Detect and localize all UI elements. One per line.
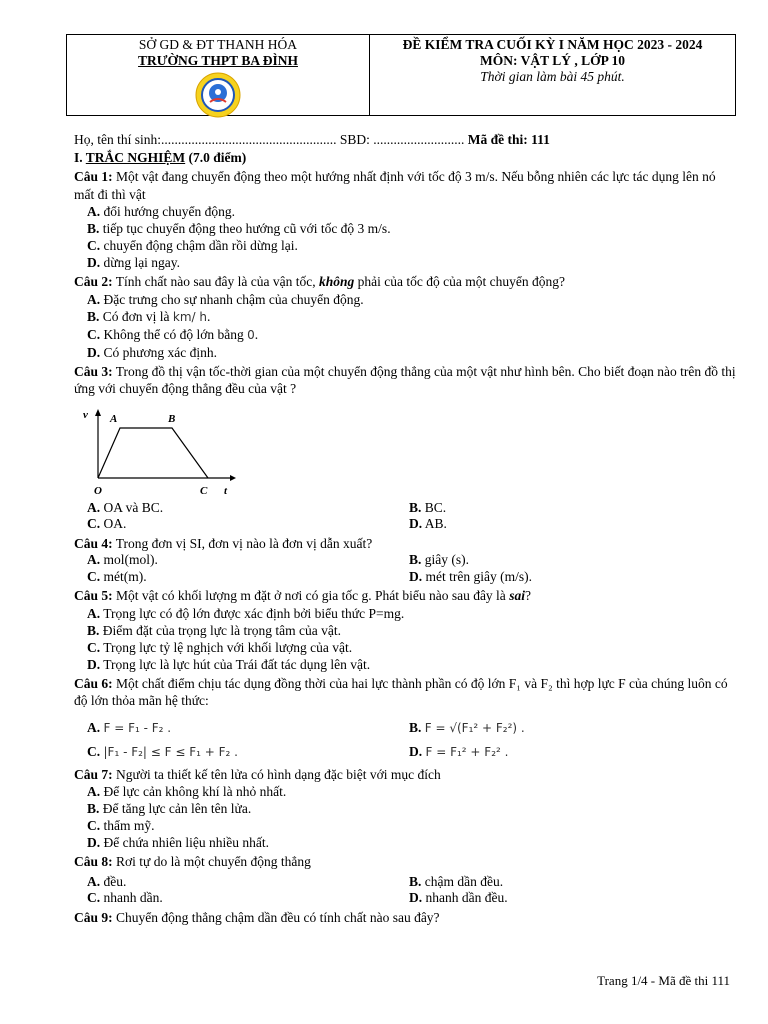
emphasis-word: không: [318, 274, 355, 289]
q1-option-d: D. dừng lại ngay.: [87, 255, 181, 270]
t-axis-arrow-icon: [230, 475, 236, 481]
q5-option-a: A. Trọng lực có độ lớn được xác định bởi biểu thức P=mg.: [87, 605, 405, 621]
q4-option-c: C. mét(m).: [87, 568, 147, 584]
q6-options-row1: [74, 716, 736, 740]
q1-option-a: A. đổi hướng chuyển động.: [87, 204, 235, 219]
graph-line: [98, 428, 208, 478]
question-3: [74, 363, 736, 398]
department-name: SỞ GD & ĐT THANH HÓA: [138, 37, 298, 52]
label-b: B: [168, 412, 176, 425]
q6-option-d: D. F = F₁² + F₂² .: [409, 743, 509, 759]
student-info-line: [74, 131, 736, 149]
question-text: Một chất điểm chịu tác dụng đồng thời của hai lực thành phần có độ lớn F₁ và F₂ thì hợp lực F của chúng luôn có độ lớn thỏa mãn hệ thức:: [74, 675, 728, 708]
question-label: Câu 1:: [74, 169, 113, 184]
q6-options-row2: [74, 740, 736, 764]
q8-option-d: D. nhanh dần đều.: [409, 890, 508, 905]
question-4: [74, 535, 736, 553]
q3-option-a: A. OA và BC.: [87, 499, 164, 515]
exam-title: ĐỀ KIỂM TRA CUỐI KỲ I NĂM HỌC 2023 - 2024: [402, 37, 703, 52]
label-t: t: [224, 484, 228, 494]
question-text: Trong đồ thị vận tốc-thời gian của một chuyển động thẳng của một vật như hình bên. Cho biết đoạn nào trên đồ thị ứng với chuyển động thẳng đều của vật ?: [74, 363, 736, 396]
q8-option-b: B. chậm dần đều.: [409, 873, 504, 889]
question-label: Câu 8:: [74, 854, 113, 869]
label-v: v: [83, 408, 88, 421]
question-label: Câu 5:: [74, 588, 113, 603]
q6-option-c: C. |F₁ - F₂| ≤ F ≤ F₁ + F₂ .: [87, 743, 238, 759]
question-text: Một vật đang chuyển động theo một hướng nhất định với tốc độ 3 m/s. Nếu bỗng nhiên các lực tác dụng lên nó mất đi thì vật: [74, 169, 716, 202]
question-7: [74, 766, 736, 784]
q8-options-row2: [74, 890, 736, 907]
q7-option-d: D. Để chứa nhiên liệu nhiều nhất.: [87, 835, 270, 850]
q2-option-b: B. Có đơn vị là km/ h.: [87, 308, 211, 324]
q8-options-row1: [74, 874, 736, 891]
q2-option-c: C. Không thể có độ lớn bằng 0.: [87, 326, 259, 342]
q2-option-a: A. Đặc trưng cho sự nhanh chậm của chuyển động.: [87, 291, 364, 307]
exam-content: [74, 131, 736, 926]
q2-option-d: D. Có phương xác định.: [87, 344, 217, 360]
section-number: I.: [74, 149, 83, 165]
q3-options-row1: [74, 500, 736, 517]
question-label: Câu 4:: [74, 535, 113, 551]
q8-option-c: C. nhanh dần.: [87, 890, 163, 905]
q7-option-a: A. Để lực cản không khí là nhỏ nhất.: [87, 784, 287, 799]
question-label: Câu 6:: [74, 675, 113, 691]
q3-option-c: C. OA.: [87, 516, 127, 531]
header-right: [370, 35, 735, 115]
question-6: [74, 675, 736, 710]
question-text: Trong đơn vị SI, đơn vị nào là đơn vị dẫn xuất?: [115, 535, 373, 551]
q5-option-d: D. Trọng lực là lực hút của Trái đất tác dụng lên vật.: [87, 656, 371, 672]
v-axis-arrow-icon: [95, 409, 101, 416]
q3-option-d: D. AB.: [409, 516, 447, 531]
page-footer: Trang 1/4 - Mã đề thi 111: [597, 973, 730, 988]
q7-option-b: B. Để tăng lực cản lên tên lửa.: [87, 801, 252, 816]
question-text: Chuyển động thẳng chậm dần đều có tính chất nào sau đây?: [116, 909, 440, 925]
velocity-time-graph: [80, 406, 250, 494]
q3-option-b: B. BC.: [409, 499, 447, 515]
q8-option-a: A. đều.: [87, 873, 127, 889]
q4-options-row1: [74, 552, 736, 569]
q5-option-c: C. Trọng lực tỷ lệ nghịch với khối lượng của vật.: [87, 639, 353, 655]
section-points: (7.0 điểm): [188, 149, 247, 165]
question-label: Câu 3:: [74, 363, 113, 379]
question-2: Câu 2: Tính chất nào sau đây là của vận tốc, không phải của tốc độ của một chuyển động?: [74, 274, 565, 289]
question-label: Câu 7:: [74, 766, 113, 782]
question-1: [74, 168, 736, 203]
section-heading: [74, 149, 736, 167]
q4-option-d: D. mét trên giây (m/s).: [409, 568, 532, 584]
emphasis-word: sai: [509, 588, 525, 603]
school-logo-icon: [195, 72, 241, 118]
subject-line: MÔN: VẬT LÝ , LỚP 10: [479, 53, 625, 68]
question-text: Người ta thiết kế tên lửa có hình dạng đặc biệt với mục đích: [116, 766, 441, 782]
q4-option-a: A. mol(mol).: [87, 552, 158, 567]
label-c: C: [200, 484, 208, 494]
label-a: A: [110, 412, 118, 425]
q3-options-row2: [74, 516, 736, 533]
question-text: Rơi tự do là một chuyển động thẳng: [116, 854, 311, 869]
q6-option-b: B. F = √(F₁² + F₂²) .: [409, 719, 525, 735]
school-name: TRƯỜNG THPT BA ĐÌNH: [138, 53, 298, 68]
q4-options-row2: [74, 569, 736, 586]
q7-option-c: C. thẩm mỹ.: [87, 818, 155, 833]
question-label: Câu 9:: [74, 909, 113, 925]
question-9: [74, 909, 736, 927]
section-title: TRẮC NGHIỆM: [85, 149, 186, 165]
q1-option-c: C. chuyển động chậm dần rồi dừng lại.: [87, 238, 298, 253]
exam-header: [66, 34, 736, 116]
question-8: [74, 853, 736, 871]
q5-option-b: B. Điểm đặt của trọng lực là trọng tâm của vật.: [87, 622, 341, 638]
question-label: Câu 2:: [74, 274, 113, 289]
time-limit: Thời gian làm bài 45 phút.: [480, 69, 625, 84]
q1-option-b: B. tiếp tục chuyển động theo hướng cũ với tốc độ 3 m/s.: [87, 221, 391, 236]
q4-option-b: B. giây (s).: [409, 552, 470, 567]
header-left: [67, 35, 370, 115]
student-name-field: Họ, tên thí sinh:.................................................... SBD: ...........................: [74, 132, 465, 147]
exam-code: Mã đề thi: 111: [467, 132, 550, 147]
question-5: Câu 5: Một vật có khối lượng m đặt ở nơi có gia tốc g. Phát biểu nào sau đây là sai?: [74, 588, 531, 603]
label-o: O: [94, 484, 102, 494]
q6-option-a: A. F = F₁ - F₂ .: [87, 719, 172, 735]
